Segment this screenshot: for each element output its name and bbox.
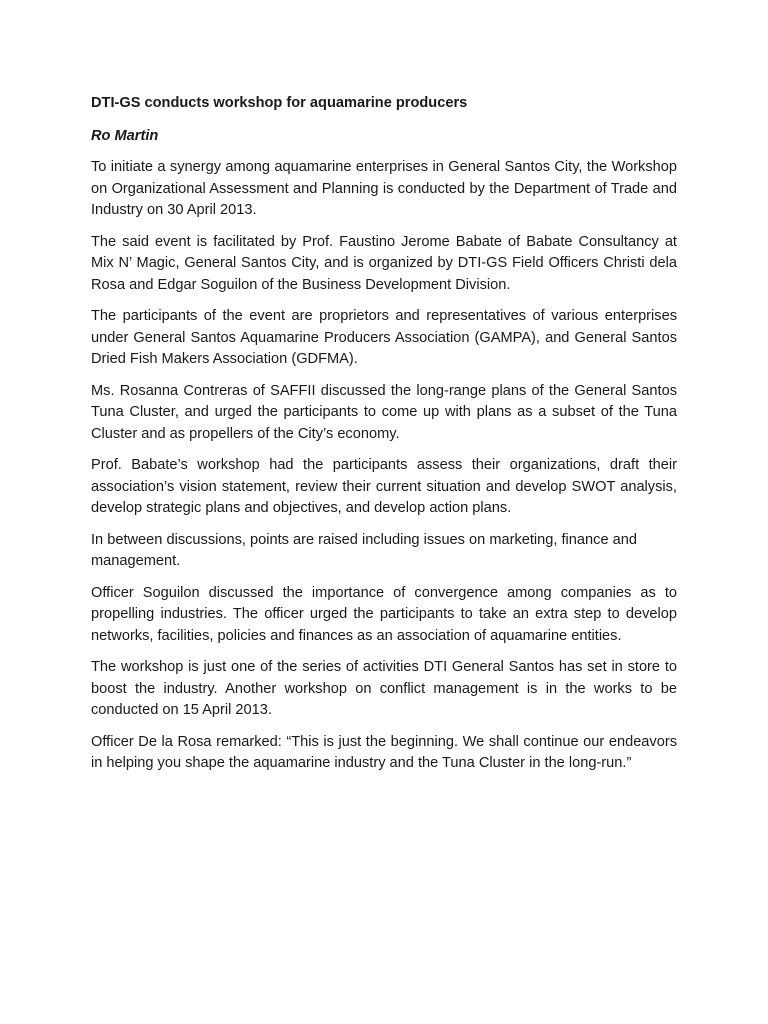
paragraph-8: The workshop is just one of the series of activities DTI General Santos has set in store to boost the industry. Another workshop on conflict management is in the works to be conducted on 15 April 2013. — [91, 659, 677, 718]
paragraph-5: Prof. Babate’s workshop had the participants assess their organizations, draft their association’s vision statement, review their current situation and develop SWOT analysis, develop strategic plans and objectives, and develop action plans. — [91, 457, 677, 516]
article-title: DTI-GS conducts workshop for aquamarine producers — [91, 95, 468, 111]
article-author: Ro Martin — [91, 127, 159, 144]
paragraph-9: Officer De la Rosa remarked: “This is just the beginning. We shall continue our endeavors in helping you shape the aquamarine industry and the Tuna Cluster in the long-run.” — [91, 733, 677, 771]
paragraph-1: To initiate a synergy among aquamarine enterprises in General Santos City, the Workshop on Organizational Assessment and Planning is conducted by the Department of Trade and Industry on 30 April 2013. — [91, 159, 677, 218]
paragraph-6: In between discussions, points are raised including issues on marketing, finance and management. — [91, 531, 637, 569]
paragraph-4: Ms. Rosanna Contreras of SAFFII discussed the long-range plans of the General Santos Tuna Cluster, and urged the participants to come up with plans as a subset of the Tuna Cluster and as propellers of the City’s economy. — [91, 382, 677, 442]
paragraph-2: The said event is facilitated by Prof. Faustino Jerome Babate of Babate Consultancy at Mix N’ Magic, General Santos City, and is organized by DTI-GS Field Officers Christi dela Rosa and Edgar Soguilon of the Business Development Division. — [91, 233, 677, 293]
paragraph-7: Officer Soguilon discussed the importance of convergence among companies as to propelling industries. The officer urged the participants to take an extra step to develop networks, facilities, policies and finances as an association of aquamarine entities. — [91, 584, 677, 644]
paragraph-3: The participants of the event are proprietors and representatives of various enterprises under General Santos Aquamarine Producers Association (GAMPA), and General Santos Dried Fish Makers Association (GDFMA). — [91, 308, 677, 367]
